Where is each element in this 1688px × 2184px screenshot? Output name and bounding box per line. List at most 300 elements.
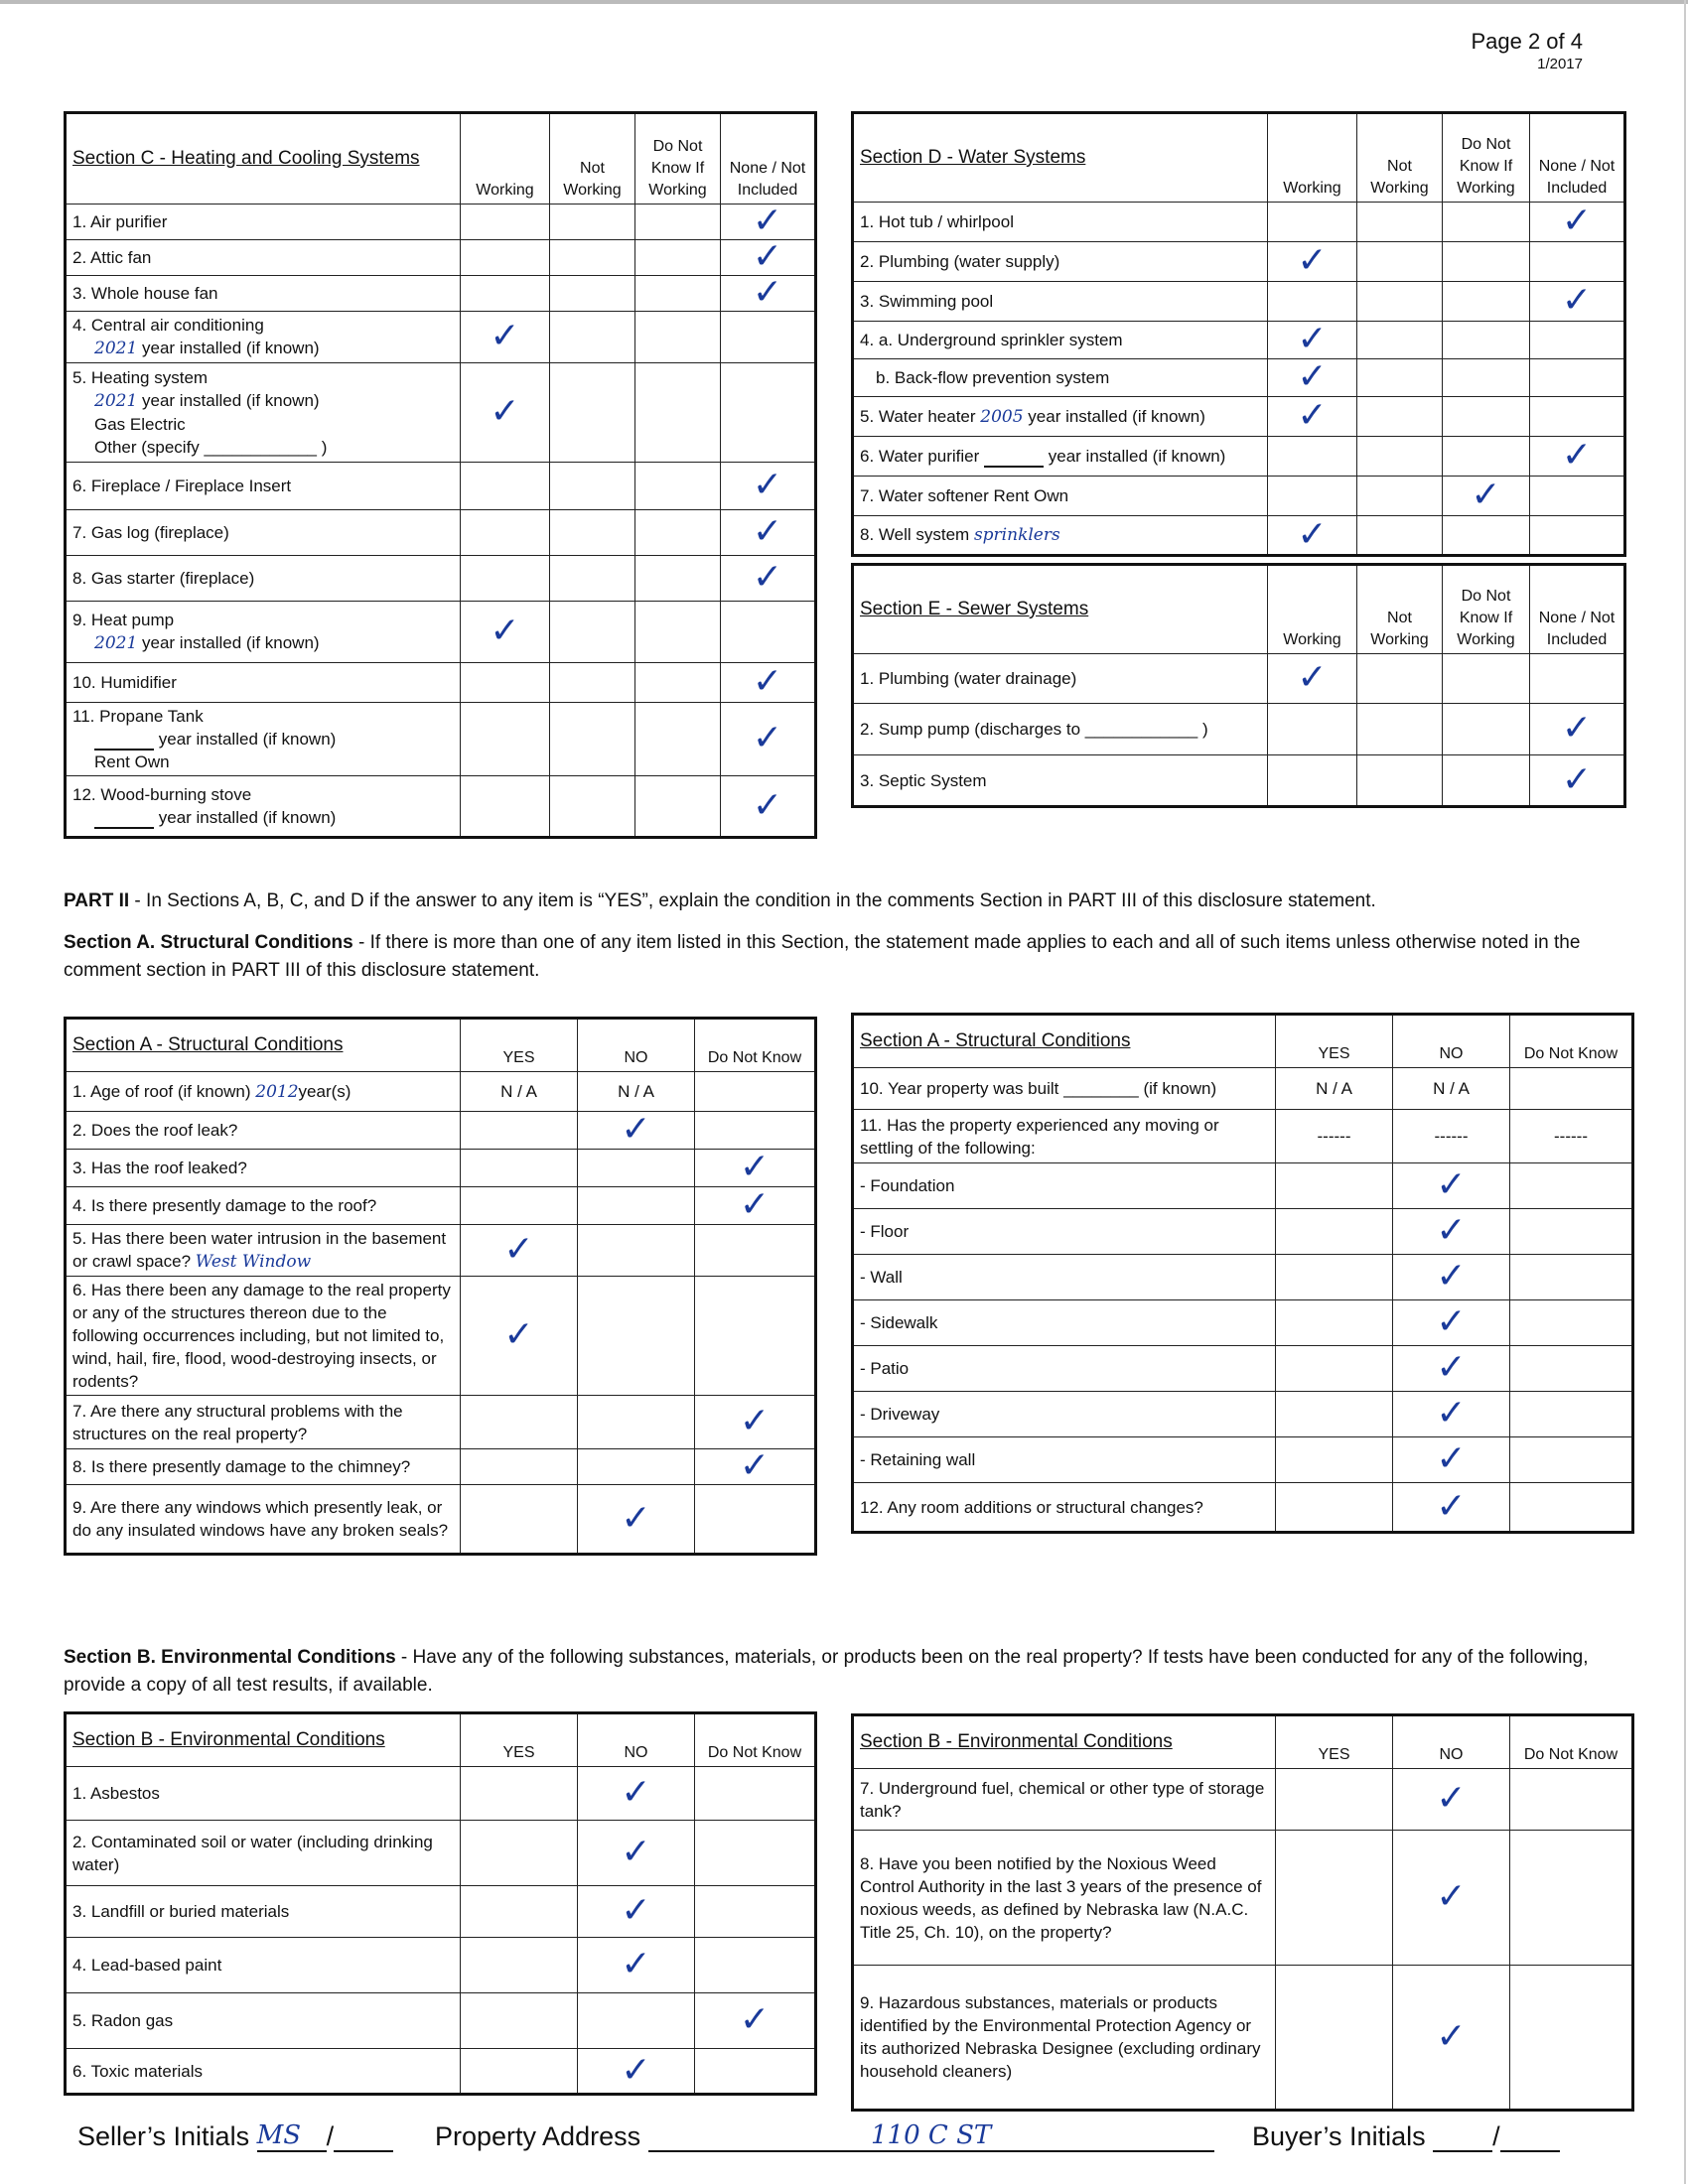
checkbox-cell[interactable] [1443,755,1530,807]
check-mark: ✓ [752,201,783,241]
handwritten-value: sprinklers [973,525,1060,545]
checkbox-cell[interactable] [1393,1392,1510,1437]
table-row [853,437,1625,477]
checkbox-cell[interactable] [695,2049,816,2095]
table-row [66,663,816,703]
checkbox-cell[interactable] [695,1277,816,1396]
checkbox-cell[interactable] [1276,1255,1393,1300]
checkbox-cell[interactable] [1393,1300,1510,1346]
seller-initials-label: Seller’s Initials [77,2121,250,2151]
row-label-cell [66,776,461,838]
checkbox-cell[interactable] [1276,1346,1393,1392]
option-label: Own [134,752,170,771]
col-no: NO [1393,1715,1510,1769]
checkbox-cell[interactable] [578,1072,695,1112]
table-row [853,1769,1633,1831]
check-mark: ✓ [1436,2015,1467,2057]
check-mark: ✓ [752,718,783,758]
table-row [853,282,1625,322]
checkbox-cell[interactable] [695,1821,816,1886]
table-row [853,654,1625,704]
checkbox-cell[interactable] [1357,242,1443,282]
checkbox-cell[interactable] [635,703,721,776]
checkbox-cell[interactable] [635,205,721,240]
checkbox-cell[interactable] [1393,1255,1510,1300]
checkbox-cell[interactable] [550,602,635,663]
check-mark: ✓ [752,511,783,552]
checkbox-cell[interactable] [550,276,635,312]
checkbox-cell[interactable] [1393,1966,1510,2111]
seller-initials-field-2[interactable] [334,2120,393,2152]
row-label-cell [853,1966,1276,2111]
row-label: 4. Is there presently damage to the roof? [72,1196,377,1215]
blank-line [94,731,154,751]
check-mark: ✓ [752,236,783,277]
table-row [853,242,1625,282]
checkbox-cell[interactable] [1510,1163,1633,1209]
row-label-cell [853,516,1268,556]
checkbox-cell[interactable] [635,663,721,703]
table-row [853,359,1625,397]
check-mark: ✓ [621,1772,651,1813]
checkbox-cell[interactable] [461,703,550,776]
row-label: 7. Gas log (fireplace) [72,523,229,542]
checkbox-cell[interactable] [721,363,816,463]
checkbox-cell[interactable] [550,463,635,510]
row-label-cell: 10. Year property was built ________ (if known) [853,1068,1276,1110]
table-row [853,1163,1633,1209]
row-label-cell [853,1437,1276,1483]
checkbox-cell[interactable] [1276,1831,1393,1966]
col-no: NO [578,1713,695,1767]
checkbox-cell[interactable] [1357,755,1443,807]
checkbox-cell[interactable] [695,1445,816,1486]
option-label: ) [321,438,328,457]
checkbox-cell[interactable] [721,312,816,363]
row-label: 5. Has there been water intrusion in the basement or crawl space? [72,1229,447,1271]
row-label: 11. Has the property experienced any moving or settling of the following: [860,1115,1219,1158]
checkbox-cell[interactable] [461,663,550,703]
row-label-cell [66,510,461,556]
checkbox-cell[interactable] [721,776,816,838]
section-a-left-table [64,1017,817,1556]
row-label: 9. Heat pump [72,611,175,629]
table-row [66,1150,816,1187]
checkbox-cell[interactable] [1393,1209,1510,1255]
table-row [66,1993,816,2049]
checkbox-cell[interactable] [1276,1209,1393,1255]
table-row [853,1437,1633,1483]
checkbox-cell[interactable] [1276,1163,1393,1209]
checkbox-cell[interactable] [1357,397,1443,437]
checkbox-cell[interactable] [695,1886,816,1938]
table-row [66,1225,816,1277]
col-do-not-know: Do Not Know If Working [1443,113,1530,203]
table-row [66,1396,816,1449]
checkbox-cell[interactable] [721,236,816,277]
check-mark: ✓ [1436,1210,1467,1251]
checkbox-cell[interactable] [1268,203,1357,242]
checkbox-cell[interactable] [1393,1831,1510,1966]
seller-initials-field[interactable]: MS [257,2120,327,2152]
table-row [66,776,816,838]
checkbox-cell[interactable] [461,602,550,663]
checkbox-cell[interactable] [1443,282,1530,322]
checkbox-cell[interactable] [1393,1346,1510,1392]
checkbox-cell[interactable] [578,2049,695,2095]
table-row [853,322,1625,359]
row-label-cell [66,1886,461,1938]
checkbox-cell[interactable] [578,1277,695,1396]
checkbox-cell[interactable] [635,363,721,463]
check-mark: ✓ [1297,513,1328,555]
checkbox-cell[interactable] [721,201,816,241]
dash-value: ------ [1317,1126,1351,1146]
section-a-intro-label: Section A. Structural Conditions [64,932,353,953]
checkbox-cell[interactable] [1510,1255,1633,1300]
checkbox-cell[interactable] [1357,282,1443,322]
checkbox-cell[interactable] [1510,1300,1633,1346]
row-label-cell [66,276,461,312]
checkbox-cell[interactable] [461,1821,578,1886]
checkbox-cell[interactable] [721,556,816,602]
checkbox-cell[interactable] [578,1109,695,1150]
row-label-cell: 2. Sump pump (discharges to ____________ ) [853,704,1268,755]
checkbox-cell[interactable] [1268,513,1357,556]
checkbox-cell[interactable] [1530,322,1625,359]
checkbox-cell[interactable] [1443,437,1530,477]
checkbox-cell[interactable] [1268,356,1357,397]
checkbox-cell[interactable] [695,1993,816,2049]
row-label-cell [853,1483,1276,1533]
checkbox-cell[interactable] [1443,322,1530,359]
checkbox-cell[interactable] [1530,242,1625,282]
seller-initials: Seller’s Initials MS / [77,2120,393,2152]
checkbox-cell[interactable] [1357,654,1443,704]
checkbox-cell[interactable] [1393,1769,1510,1831]
row-label: 12. Wood-burning stove [72,785,252,804]
check-mark: ✓ [752,661,783,702]
checkbox-cell[interactable] [1393,1110,1510,1163]
check-mark: ✓ [1561,435,1593,476]
checkbox-cell[interactable] [695,1112,816,1150]
checkbox-cell[interactable] [550,510,635,556]
checkbox-cell[interactable] [635,510,721,556]
row-label: 1. Air purifier [72,212,168,231]
checkbox-cell[interactable] [1510,1769,1633,1831]
row-tail: ) [1201,720,1208,739]
row-subline [72,728,454,751]
checkbox-cell[interactable] [1268,755,1357,807]
check-mark: ✓ [621,2049,651,2091]
checkbox-cell[interactable] [1357,359,1443,397]
checkbox-cell[interactable] [1530,654,1625,704]
checkbox-cell[interactable] [1530,282,1625,322]
row-label-cell [66,1938,461,1993]
checkbox-cell[interactable] [461,1187,578,1225]
checkbox-cell[interactable] [461,1449,578,1485]
table-row [66,703,816,776]
checkbox-cell[interactable] [461,312,550,363]
checkbox-cell[interactable] [1443,516,1530,556]
row-label: 3. Swimming pool [860,292,994,311]
checkbox-cell[interactable] [695,1147,816,1187]
checkbox-cell[interactable] [1268,477,1357,516]
checkbox-cell[interactable] [1268,319,1357,359]
checkbox-cell[interactable] [1510,1966,1633,2111]
checkbox-cell[interactable] [721,463,816,510]
check-mark: ✓ [621,1109,651,1150]
checkbox-cell[interactable] [1268,704,1357,755]
checkbox-cell[interactable] [695,1485,816,1555]
row-label: 10. Year property was built [860,1079,1059,1098]
checkbox-cell[interactable] [461,1112,578,1150]
checkbox-cell[interactable] [1510,1437,1633,1483]
checkbox-cell[interactable] [461,1277,578,1396]
checkbox-cell[interactable] [578,1993,695,2049]
check-mark: ✓ [739,1999,771,2040]
checkbox-cell[interactable] [635,240,721,276]
checkbox-cell[interactable] [1510,1483,1633,1533]
row-label-cell [853,1209,1276,1255]
checkbox-cell[interactable] [461,1886,578,1938]
checkbox-cell[interactable] [461,1993,578,2049]
checkbox-cell[interactable] [550,703,635,776]
check-mark: ✓ [752,557,783,598]
checkbox-cell[interactable] [1530,397,1625,437]
checkbox-cell[interactable] [1393,1483,1510,1533]
checkbox-cell[interactable] [1276,1068,1393,1110]
checkbox-cell[interactable] [1530,516,1625,556]
checkbox-cell[interactable] [461,1938,578,1993]
checkbox-cell[interactable] [461,240,550,276]
checkbox-cell[interactable] [635,556,721,602]
col-yes: YES [461,1019,578,1072]
checkbox-cell[interactable] [461,2049,578,2095]
row-label-cell [66,1072,461,1112]
row-label-cell [853,1110,1276,1163]
checkbox-cell[interactable] [1530,359,1625,397]
checkbox-cell[interactable] [1443,359,1530,397]
row-label-cell [853,242,1268,282]
checkbox-cell[interactable] [550,663,635,703]
table-row [66,312,816,363]
checkbox-cell[interactable] [550,312,635,363]
checkbox-cell[interactable] [1510,1346,1633,1392]
checkbox-cell[interactable] [1276,1769,1393,1831]
checkbox-cell[interactable] [461,205,550,240]
row-label: 5. Heating system [72,368,209,387]
checkbox-cell[interactable] [550,240,635,276]
row-label: - Sidewalk [860,1313,938,1332]
checkbox-cell[interactable] [461,463,550,510]
handwritten-year: 2021 [94,633,138,653]
row-label: 1. Asbestos [72,1784,160,1803]
checkbox-cell[interactable] [1393,1437,1510,1483]
checkbox-cell[interactable] [1357,704,1443,755]
checkbox-cell[interactable] [1443,397,1530,437]
scan-right-edge [1684,0,1686,2184]
table-row [853,397,1625,437]
na-value: N / A [1433,1078,1470,1098]
section-e-title: Section E - Sewer Systems [853,565,1268,654]
option-label: Rent [94,752,130,771]
checkbox-cell[interactable] [1510,1831,1633,1966]
checkbox-cell[interactable] [635,276,721,312]
checkbox-cell[interactable] [1443,654,1530,704]
checkbox-cell[interactable] [1276,1437,1393,1483]
checkbox-cell[interactable] [1276,1483,1393,1533]
checkbox-cell[interactable] [1393,1068,1510,1110]
checkbox-cell[interactable] [1510,1068,1633,1110]
row-label-cell [66,1277,461,1396]
checkbox-cell[interactable] [1276,1966,1393,2111]
checkbox-cell[interactable] [1510,1209,1633,1255]
option-label: Rent [993,486,1030,505]
checkbox-cell[interactable] [1510,1392,1633,1437]
checkbox-cell[interactable] [721,703,816,776]
row-label: 3. Has the roof leaked? [72,1159,247,1177]
checkbox-cell[interactable] [578,1225,695,1277]
checkbox-cell[interactable] [578,1150,695,1187]
checkbox-cell[interactable] [1268,242,1357,282]
row-label: 1. Age of roof (if known) [72,1081,251,1101]
checkbox-cell[interactable] [1530,704,1625,755]
row-tail: (if known) [1143,1079,1217,1098]
table-row [66,1187,816,1225]
checkbox-cell[interactable] [1530,203,1625,242]
checkbox-cell[interactable] [721,510,816,556]
checkbox-cell[interactable] [1530,437,1625,477]
checkbox-cell[interactable] [635,463,721,510]
checkbox-cell[interactable] [461,1396,578,1449]
row-label-cell [66,1767,461,1821]
checkbox-cell[interactable] [1276,1300,1393,1346]
checkbox-cell[interactable] [578,1485,695,1555]
section-b-left-table [64,1711,817,2096]
check-mark: ✓ [752,465,783,505]
row-label-cell [853,477,1268,516]
checkbox-cell[interactable] [721,663,816,703]
checkbox-cell[interactable] [721,602,816,663]
check-mark: ✓ [739,1401,771,1441]
checkbox-cell[interactable] [1530,755,1625,807]
checkbox-cell[interactable] [695,1767,816,1821]
section-c-title: Section C - Heating and Cooling Systems [66,113,461,205]
checkbox-cell[interactable] [550,205,635,240]
table-row [66,1886,816,1938]
checkbox-cell[interactable] [461,1072,578,1112]
option-label: Gas [94,415,126,434]
row-label: b. Back-flow prevention system [876,368,1110,387]
row-label-cell [853,437,1268,477]
checkbox-cell[interactable] [1276,1110,1393,1163]
check-mark: ✓ [1297,657,1328,698]
checkbox-cell[interactable] [578,1396,695,1449]
part-ii-intro [64,887,1613,915]
checkbox-cell[interactable] [1393,1163,1510,1209]
checkbox-cell[interactable] [1510,1110,1633,1163]
check-mark: ✓ [1297,240,1328,281]
checkbox-cell[interactable] [1357,437,1443,477]
checkbox-cell[interactable] [1357,516,1443,556]
row-sublabel: year installed (if known) [158,808,337,827]
checkbox-cell[interactable] [578,1821,695,1886]
checkbox-cell[interactable] [695,1072,816,1112]
checkbox-cell[interactable] [1268,282,1357,322]
checkbox-cell[interactable] [550,363,635,463]
checkbox-cell[interactable] [695,1396,816,1449]
checkbox-cell[interactable] [461,1150,578,1187]
section-b-intro-label: Section B. Environmental Conditions [64,1647,396,1668]
checkbox-cell[interactable] [461,1485,578,1555]
row-label: 2. Attic fan [72,248,152,267]
checkbox-cell[interactable] [721,272,816,313]
checkbox-cell[interactable] [1357,203,1443,242]
row-label: 2. Does the roof leak? [72,1121,238,1140]
checkbox-cell[interactable] [578,1938,695,1993]
check-mark: ✓ [621,1944,651,1984]
checkbox-cell[interactable] [1268,437,1357,477]
checkbox-cell[interactable] [461,776,550,838]
scan-top-edge [0,0,1688,4]
section-b-intro [64,1644,1622,1700]
row-label: 2. Plumbing (water supply) [860,252,1060,271]
checkbox-cell[interactable] [578,1187,695,1225]
checkbox-cell[interactable] [461,1767,578,1821]
row-label-cell [853,1831,1276,1966]
row-label: 4. Lead-based paint [72,1956,222,1975]
checkbox-cell[interactable] [578,1449,695,1485]
checkbox-cell[interactable] [635,602,721,663]
checkbox-cell[interactable] [695,1184,816,1225]
buyer-initials-field-2[interactable] [1500,2120,1560,2152]
table-row [853,704,1625,755]
checkbox-cell[interactable] [1530,477,1625,516]
page-number [1471,28,1583,73]
check-mark: ✓ [1297,395,1328,436]
checkbox-cell[interactable] [695,1225,816,1277]
checkbox-cell[interactable] [578,1767,695,1821]
table-row [66,1485,816,1555]
checkbox-cell[interactable] [550,556,635,602]
checkbox-cell[interactable] [635,312,721,363]
checkbox-cell[interactable] [1443,704,1530,755]
checkbox-cell[interactable] [461,510,550,556]
checkbox-cell[interactable] [550,776,635,838]
checkbox-cell[interactable] [461,556,550,602]
checkbox-cell[interactable] [1443,203,1530,242]
checkbox-cell[interactable] [1443,242,1530,282]
checkbox-cell[interactable] [1443,477,1530,516]
checkbox-cell[interactable] [461,363,550,463]
property-address-field[interactable]: 110 C ST [648,2120,1214,2152]
checkbox-cell[interactable] [695,1938,816,1993]
col-no: NO [1393,1015,1510,1068]
checkbox-cell[interactable] [578,1886,695,1938]
checkbox-cell[interactable] [1268,397,1357,437]
buyer-initials-field[interactable] [1433,2120,1492,2152]
checkbox-cell[interactable] [461,276,550,312]
checkbox-cell[interactable] [461,1225,578,1277]
row-label-cell [66,1821,461,1886]
row-label: 8. Is there presently damage to the chimney? [72,1457,411,1476]
checkbox-cell[interactable] [635,776,721,838]
checkbox-cell[interactable] [1276,1392,1393,1437]
checkbox-cell[interactable] [1357,477,1443,516]
checkbox-cell[interactable] [1268,654,1357,704]
checkbox-cell[interactable] [1357,322,1443,359]
